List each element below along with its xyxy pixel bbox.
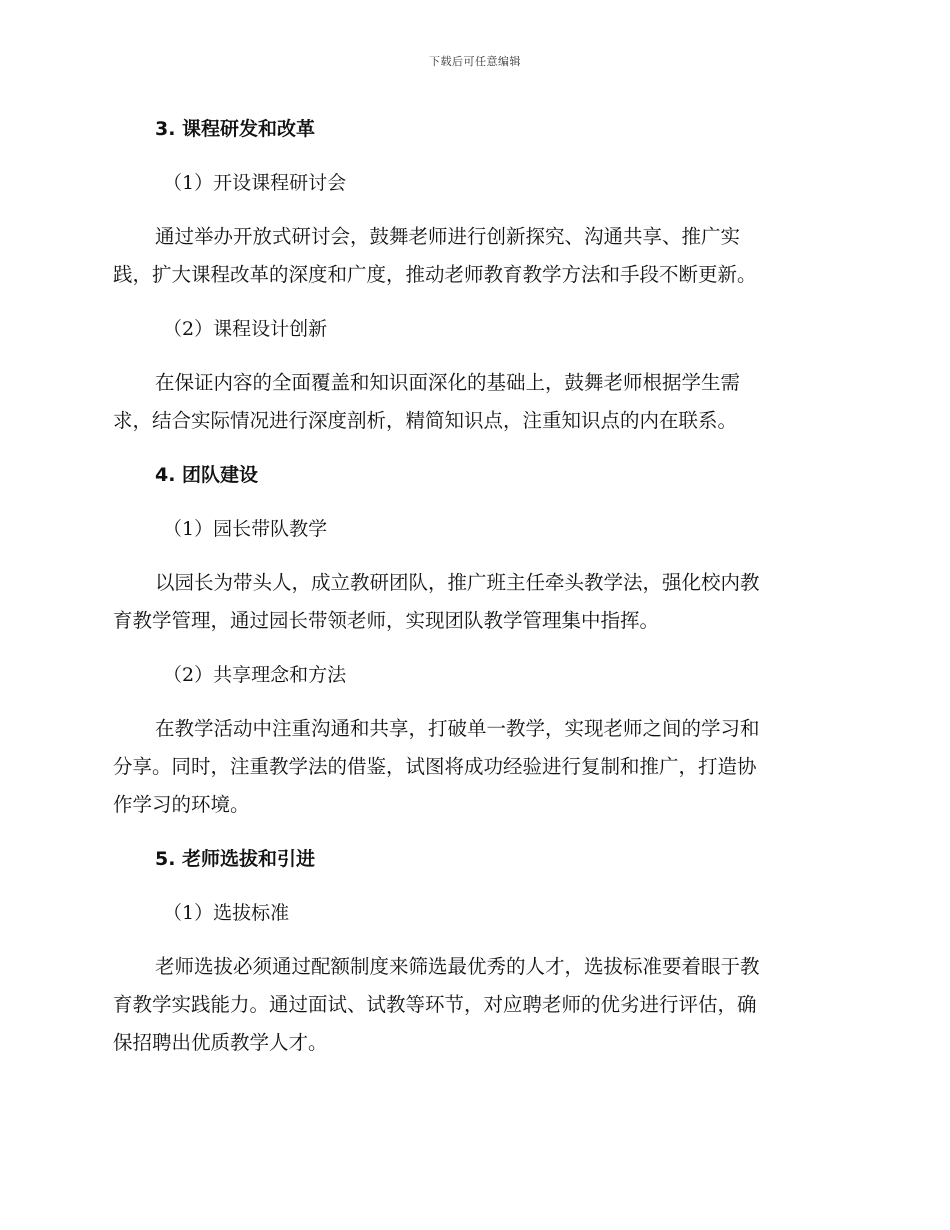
section-heading: 3. 课程研发和改革 bbox=[155, 118, 316, 140]
paragraph-line: 分享。同时，注重教学法的借鉴，试图将成功经验进行复制和推广，打造协 bbox=[113, 755, 757, 778]
paragraph-line: 育教学管理，通过园长带领老师，实现团队教学管理集中指挥。 bbox=[113, 609, 660, 632]
paragraph bbox=[113, 948, 833, 1062]
paragraph-line: 保招聘出优质教学人才。 bbox=[113, 1031, 328, 1054]
paragraph-line: 求，结合实际情况进行深度剖析，精简知识点，注重知识点的内在联系。 bbox=[113, 409, 738, 432]
paragraph-line: 践，扩大课程改革的深度和广度，推动老师教育教学方法和手段不断更新。 bbox=[113, 263, 757, 286]
section-heading: 4. 团队建设 bbox=[155, 464, 259, 486]
paragraph-line: 以园长为带头人，成立教研团队，推广班主任牵头教学法，强化校内教 bbox=[155, 571, 760, 594]
document-body bbox=[113, 110, 833, 1078]
paragraph-line: 育教学实践能力。通过面试、试教等环节，对应聘老师的优劣进行评估，确 bbox=[113, 993, 757, 1016]
subsection-title: （2）共享理念和方法 bbox=[163, 664, 347, 686]
paragraph-line: 在保证内容的全面覆盖和知识面深化的基础上，鼓舞老师根据学生需 bbox=[155, 371, 741, 394]
page-header: 下载后可任意编辑 bbox=[429, 55, 521, 68]
paragraph bbox=[113, 218, 833, 294]
subsection-title: （2）课程设计创新 bbox=[163, 318, 328, 340]
paragraph-line: 作学习的环境。 bbox=[113, 793, 250, 816]
subsection-title: （1）开设课程研讨会 bbox=[163, 172, 347, 194]
subsection-title: （1）选拔标准 bbox=[163, 902, 290, 924]
paragraph bbox=[113, 364, 833, 440]
paragraph bbox=[113, 710, 833, 824]
paragraph-line: 在教学活动中注重沟通和共享，打破单一教学，实现老师之间的学习和 bbox=[155, 717, 760, 740]
section-heading: 5. 老师选拔和引进 bbox=[155, 848, 316, 870]
paragraph-line: 老师选拔必须通过配额制度来筛选最优秀的人才，选拔标准要着眼于教 bbox=[155, 955, 760, 978]
paragraph-line: 通过举办开放式研讨会，鼓舞老师进行创新探究、沟通共享、推广实 bbox=[155, 225, 741, 248]
paragraph bbox=[113, 564, 833, 640]
subsection-title: （1）园长带队教学 bbox=[163, 518, 328, 540]
